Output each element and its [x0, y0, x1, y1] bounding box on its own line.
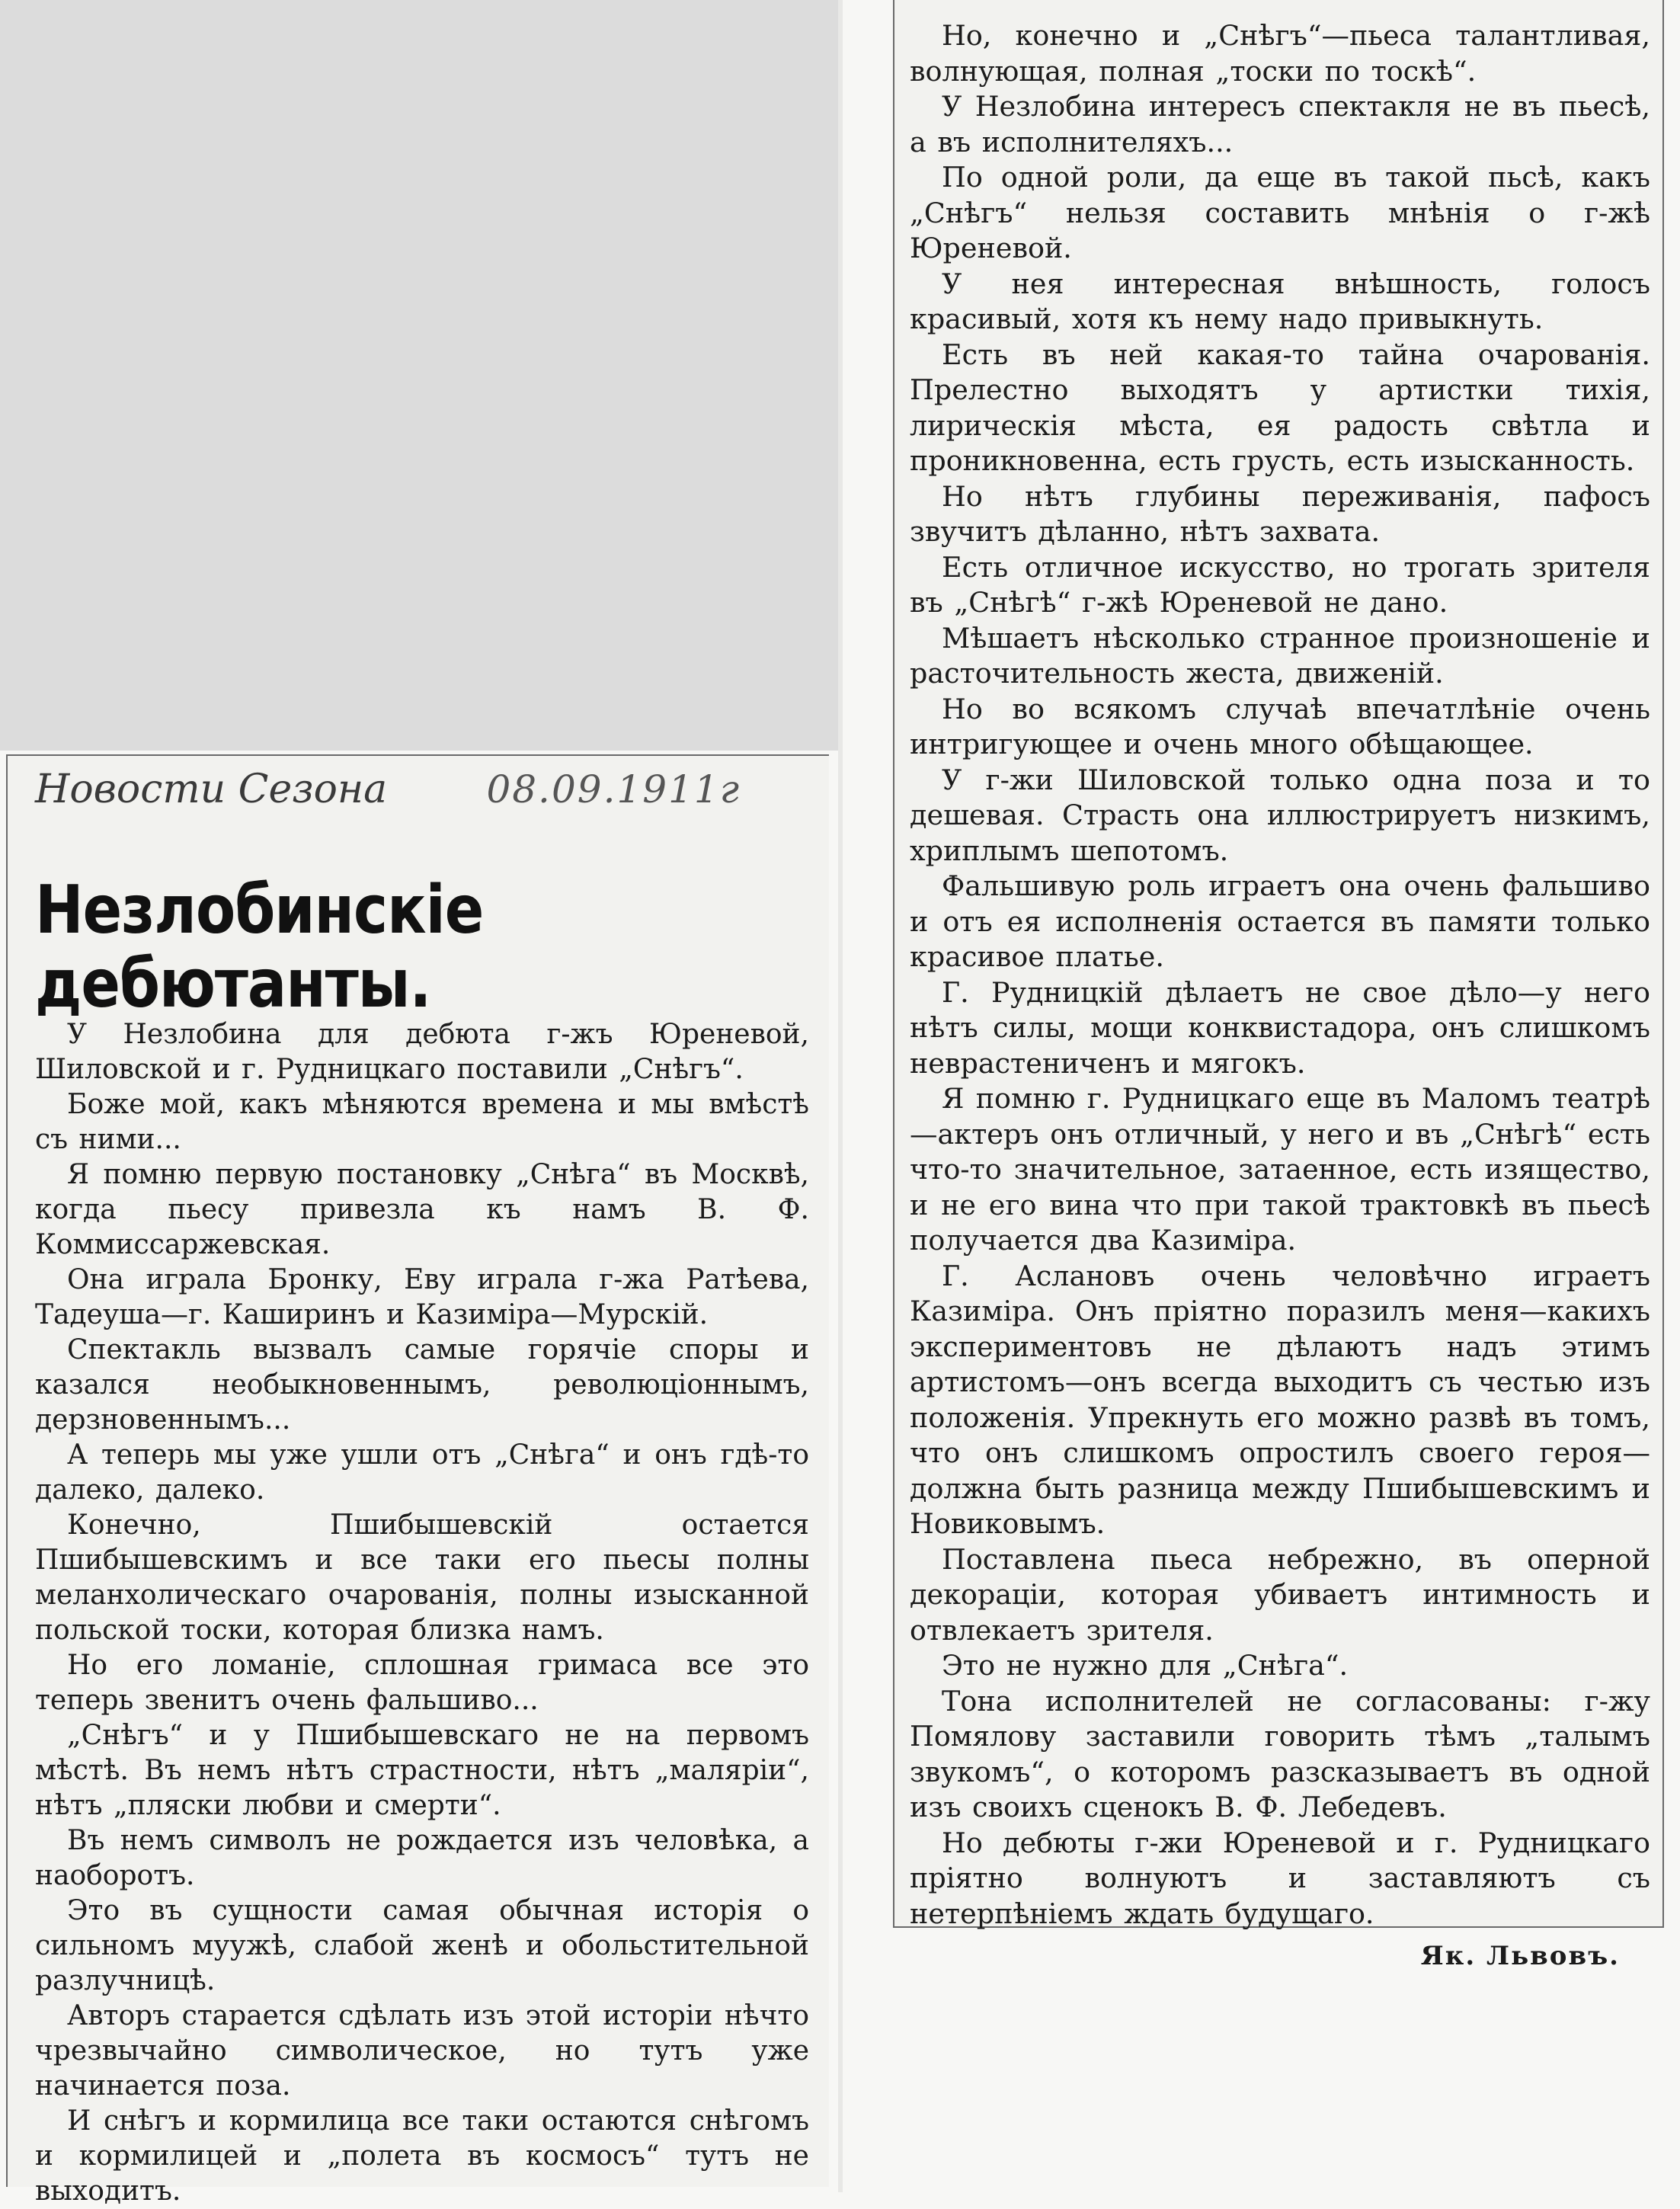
clipping-left-column: [6, 754, 829, 2207]
paragraph: Это не нужно для „Снѣга“.: [942, 1649, 1349, 1682]
paragraph: У нея интересная внѣшность, голосъ красивый, хотя къ нему надо привыкнуть.: [910, 267, 1650, 335]
paragraph: Это въ сущности самая обычная исторія о сильномъ муужѣ, слабой женѣ и обольстительной разлучницѣ.: [35, 1895, 809, 1997]
paragraph: „Снѣгъ“ и у Пшибышевскаго не на первомъ мѣстѣ. Въ немъ нѣтъ страстности, нѣтъ „маляріи“, нѣтъ „пляски любви и смерти“.: [35, 1720, 809, 1822]
paragraph: А теперь мы уже ушли отъ „Снѣга“ и онъ гдѣ-то далеко, далеко.: [35, 1439, 809, 1506]
paragraph: Фальшивую роль играетъ она очень фальшиво и отъ ея исполненія остается въ памяти только красивое платье.: [910, 869, 1650, 973]
article-headline: Незлобинскіе дебютанты.: [35, 870, 484, 1023]
paragraph: У Незлобина интересъ спектакля не въ пьесѣ, а въ исполнителяхъ...: [910, 90, 1650, 158]
scan-gutter: [838, 0, 843, 2192]
paragraph: Есть отличное искусство, но трогать зрителя въ „Снѣгѣ“ г-жѣ Юреневой не дано.: [910, 550, 1650, 619]
paragraph: Я помню г. Рудницкаго еще въ Маломъ театрѣ—актеръ онъ отличный, у него и въ „Снѣгѣ“ есть что-то значительное, затаенное, есть изящество, и не его вина что при такой трактовкѣ въ пьесѣ получается два Казиміра.: [910, 1082, 1650, 1257]
paragraph: У Незлобина для дебюта г-жъ Юреневой, Шиловской и г. Рудницкаго поставили „Снѣгъ“.: [35, 1019, 809, 1086]
handwritten-source: Новости Сезона: [35, 767, 388, 812]
paragraph: Есть въ ней какая-то тайна очарованія. Прелестно выходятъ у артистки тихія, лирическія мѣста, ея радость свѣтла и проникновенна, есть грусть, есть изысканность.: [910, 338, 1650, 477]
paragraph: Поставлена пьеса небрежно, въ оперной декораціи, которая убиваетъ интимность и отвлекаетъ зрителя.: [910, 1542, 1650, 1647]
handwritten-note: [35, 767, 809, 843]
paragraph: Конечно, Пшибышевскій остается Пшибышевскимъ и все таки его пьесы полны меланхолическаго очарованія, полны изысканной польской тоски, которая близка намъ.: [35, 1509, 809, 1647]
paragraph: По одной роли, да еще въ такой пьсѣ, какъ „Снѣгъ“ нельзя составить мнѣнія о г-жѣ Юреневой.: [910, 161, 1650, 264]
paragraph: Авторъ старается сдѣлать изъ этой исторіи нѣчто чрезвычайно символическое, но тутъ уже начинается поза.: [35, 2000, 809, 2102]
paragraph: Г. Аслановъ очень человѣчно играетъ Казиміра. Онъ пріятно поразилъ меня—какихъ экспериментовъ не дѣлаютъ надъ этимъ артистомъ—онъ всегда выходитъ съ честью изъ положенія. Упрекнуть его можно развѣ въ томъ, что онъ слишкомъ опростилъ своего героя—должна быть разница между Пшибышевскимъ и Новиковымъ.: [910, 1259, 1650, 1540]
handwritten-date: 08.09.1911г: [486, 767, 741, 812]
author-signature: Як. Львовъ.: [1420, 1941, 1620, 1971]
paragraph: Она играла Бронку, Еву играла г-жа Ратѣева, Тадеуша—г. Каширинъ и Казиміра—Мурскій.: [35, 1264, 809, 1331]
paragraph: У г-жи Шиловской только одна поза и то дешевая. Страсть она иллюстрируетъ низкимъ, хриплымъ шепотомъ.: [910, 763, 1650, 867]
clipping-right-column: [893, 0, 1664, 1971]
paragraph: Тона исполнителей не согласованы: г-жу Помялову заставили говорить тѣмъ „талымъ звукомъ“, о которомъ разсказываетъ въ одной изъ своихъ сценокъ В. Ф. Лебедевъ.: [910, 1684, 1650, 1823]
paragraph: Боже мой, какъ мѣняются времена и мы вмѣстѣ съ ними...: [35, 1089, 809, 1156]
paragraph: Я помню первую постановку „Снѣга“ въ Москвѣ, когда пьесу привезла къ намъ В. Ф. Коммиссаржевская.: [35, 1159, 809, 1261]
paragraph: И снѣгъ и кормилица все таки остаются снѣгомъ и кормилицей и „полета въ космосъ“ тутъ не выходитъ.: [35, 2105, 809, 2207]
paragraph: Но дебюты г-жи Юреневой и г. Рудницкаго пріятно волнуютъ и заставляютъ съ нетерпѣніемъ ждать будущаго.: [910, 1826, 1650, 1930]
blank-scan-area: [0, 0, 838, 751]
paragraph: Г. Рудницкій дѣлаетъ не свое дѣло—у него нѣтъ силы, мощи конквистадора, онъ слишкомъ неврастениченъ и мягокъ.: [910, 975, 1650, 1080]
paragraph: Но во всякомъ случаѣ впечатлѣніе очень интригующее и очень много обѣщающее.: [910, 692, 1650, 760]
paragraph: Въ немъ символъ не рождается изъ человѣка, а наоборотъ.: [35, 1825, 809, 1892]
paragraph: Но его ломаніе, сплошная гримаса все это теперь звенитъ очень фальшиво...: [35, 1650, 809, 1717]
paragraph: Спектакль вызвалъ самые горячіе споры и казался необыкновеннымъ, революціоннымъ, дерзновеннымъ...: [35, 1334, 809, 1436]
paragraph: Мѣшаетъ нѣсколько странное произношеніе и расточительность жеста, движеній.: [910, 621, 1650, 690]
paragraph: Но, конечно и „Снѣгъ“—пьеса талантливая, волнующая, полная „тоски по тоскѣ“.: [910, 19, 1650, 88]
paragraph: Но нѣтъ глубины переживанія, пафосъ звучитъ дѣланно, нѣтъ захвата.: [910, 479, 1650, 548]
